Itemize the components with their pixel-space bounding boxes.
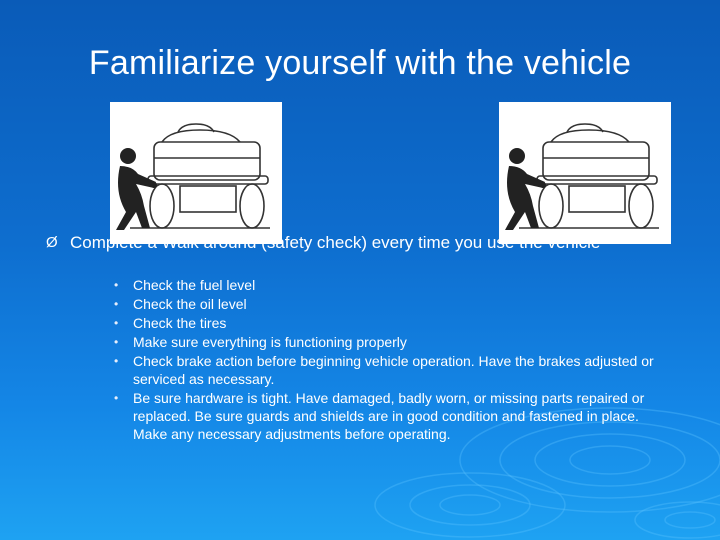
bullet-dot-icon: • xyxy=(114,297,119,311)
sub-bullet-text: Check the oil level xyxy=(133,296,247,312)
person-inspecting-vehicle-icon xyxy=(499,102,671,244)
vehicle-inspection-image-right xyxy=(499,102,671,244)
sub-bullet-text: Make sure everything is functioning properly xyxy=(133,334,407,350)
vehicle-inspection-image-left xyxy=(110,102,282,244)
sub-bullet-item xyxy=(112,389,672,443)
bullet-dot-icon: • xyxy=(114,391,119,405)
slide-title: Familiarize yourself with the vehicle xyxy=(88,44,632,82)
bullet-dot-icon: • xyxy=(114,278,119,292)
sub-bullet-text: Check the tires xyxy=(133,315,227,331)
sub-bullet-item xyxy=(112,333,672,351)
sub-bullet-item xyxy=(112,352,672,388)
sub-bullet-list xyxy=(112,276,672,444)
sub-bullet-text: Be sure hardware is tight. Have damaged, badly worn, or missing parts repaired or replaced. Be sure guards and shields are in good condition and fastened in place. Make any necessary adjustments before operating. xyxy=(133,390,645,442)
sub-bullet-text: Check the fuel level xyxy=(133,277,256,293)
main-bullet xyxy=(46,230,686,255)
main-bullet-text: Complete a Walk around (safety check) every time you use the vehicle xyxy=(70,233,601,252)
arrow-bullet-icon: Ø xyxy=(46,234,58,251)
person-inspecting-vehicle-icon xyxy=(110,102,282,244)
sub-bullet-item xyxy=(112,276,672,294)
bullet-dot-icon: • xyxy=(114,354,119,368)
sub-bullet-item xyxy=(112,314,672,332)
sub-bullet-item xyxy=(112,295,672,313)
sub-bullet-text: Check brake action before beginning vehicle operation. Have the brakes adjusted or serviced as necessary. xyxy=(133,353,654,387)
bullet-dot-icon: • xyxy=(114,316,119,330)
bullet-dot-icon: • xyxy=(114,335,119,349)
